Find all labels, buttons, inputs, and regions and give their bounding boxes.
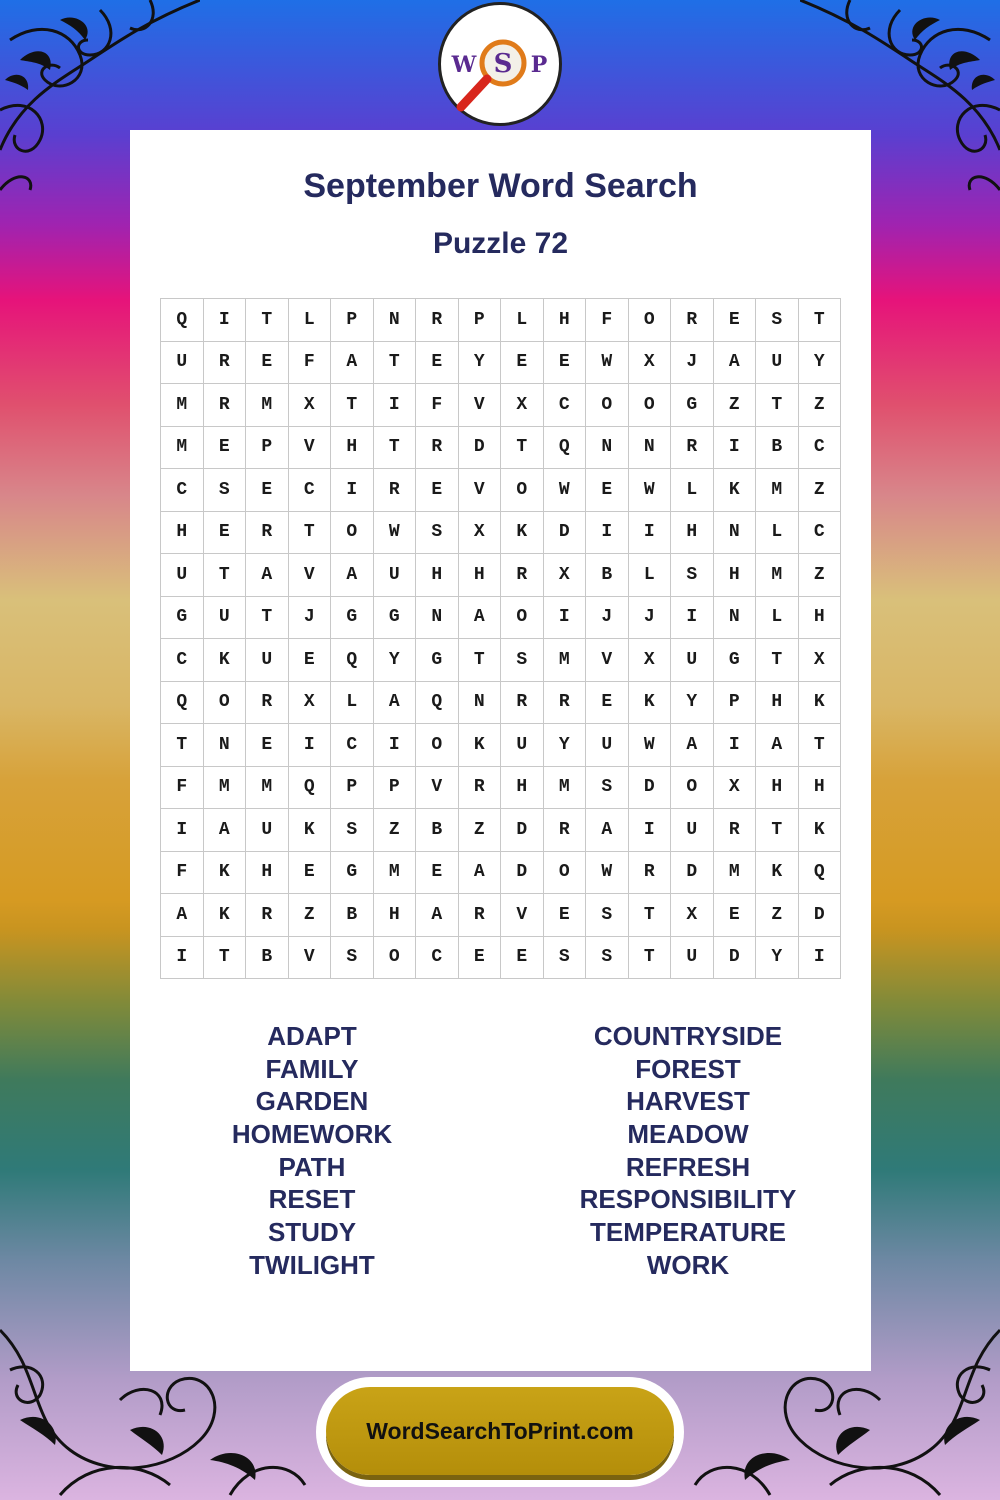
grid-cell[interactable]: F bbox=[161, 852, 204, 895]
grid-cell[interactable]: I bbox=[161, 809, 204, 852]
grid-cell[interactable]: S bbox=[501, 639, 544, 682]
grid-cell[interactable]: U bbox=[246, 639, 289, 682]
grid-cell[interactable]: I bbox=[799, 937, 842, 980]
grid-cell[interactable]: K bbox=[756, 852, 799, 895]
grid-cell[interactable]: U bbox=[161, 342, 204, 385]
grid-cell[interactable]: S bbox=[671, 554, 714, 597]
word-list-left bbox=[162, 1020, 462, 1282]
grid-cell[interactable]: E bbox=[289, 852, 332, 895]
grid-cell[interactable]: R bbox=[246, 894, 289, 937]
grid-cell[interactable]: A bbox=[416, 894, 459, 937]
grid-cell[interactable]: E bbox=[544, 342, 587, 385]
grid-cell[interactable]: R bbox=[204, 342, 247, 385]
word-list-item: HOMEWORK bbox=[231, 1119, 393, 1150]
grid-cell[interactable]: O bbox=[501, 597, 544, 640]
page-title: September Word Search bbox=[303, 167, 698, 205]
grid-cell[interactable]: H bbox=[416, 554, 459, 597]
grid-cell[interactable]: E bbox=[416, 342, 459, 385]
grid-cell[interactable]: M bbox=[714, 852, 757, 895]
grid-cell[interactable]: U bbox=[586, 724, 629, 767]
grid-cell[interactable]: T bbox=[331, 384, 374, 427]
grid-cell[interactable]: T bbox=[374, 427, 417, 470]
grid-cell[interactable]: X bbox=[629, 342, 672, 385]
grid-cell[interactable]: N bbox=[204, 724, 247, 767]
grid-cell[interactable]: S bbox=[586, 767, 629, 810]
grid-cell[interactable]: P bbox=[331, 767, 374, 810]
grid-cell[interactable]: X bbox=[459, 512, 502, 555]
grid-cell[interactable]: R bbox=[246, 682, 289, 725]
grid-cell[interactable]: N bbox=[416, 597, 459, 640]
logo-letter-w: W bbox=[451, 52, 477, 78]
grid-cell[interactable]: G bbox=[331, 852, 374, 895]
grid-cell[interactable]: B bbox=[416, 809, 459, 852]
grid-cell[interactable]: A bbox=[586, 809, 629, 852]
grid-cell[interactable]: A bbox=[459, 852, 502, 895]
site-url: WordSearchToPrint.com bbox=[366, 1417, 634, 1444]
grid-cell[interactable]: X bbox=[799, 639, 842, 682]
grid-cell[interactable]: N bbox=[459, 682, 502, 725]
grid-cell[interactable]: K bbox=[629, 682, 672, 725]
grid-cell[interactable]: A bbox=[204, 809, 247, 852]
grid-cell[interactable]: D bbox=[544, 512, 587, 555]
grid-cell[interactable]: T bbox=[756, 639, 799, 682]
grid-cell[interactable]: A bbox=[331, 554, 374, 597]
grid-cell[interactable]: D bbox=[671, 852, 714, 895]
word-list-item: GARDEN bbox=[255, 1086, 369, 1117]
grid-cell[interactable]: N bbox=[374, 299, 417, 342]
magnifier-icon bbox=[441, 5, 559, 123]
grid-cell[interactable]: R bbox=[416, 427, 459, 470]
grid-cell[interactable]: D bbox=[799, 894, 842, 937]
grid-cell[interactable]: R bbox=[629, 852, 672, 895]
grid-cell[interactable]: C bbox=[161, 469, 204, 512]
grid-cell[interactable]: P bbox=[714, 682, 757, 725]
grid-cell[interactable]: Q bbox=[161, 299, 204, 342]
grid-cell[interactable]: E bbox=[246, 724, 289, 767]
grid-cell[interactable]: O bbox=[204, 682, 247, 725]
grid-cell[interactable]: G bbox=[671, 384, 714, 427]
grid-cell[interactable]: R bbox=[459, 894, 502, 937]
grid-cell[interactable]: U bbox=[501, 724, 544, 767]
grid-cell[interactable]: D bbox=[501, 852, 544, 895]
grid-cell[interactable]: M bbox=[544, 767, 587, 810]
grid-cell[interactable]: E bbox=[416, 852, 459, 895]
grid-cell[interactable]: R bbox=[714, 809, 757, 852]
grid-cell[interactable]: U bbox=[204, 597, 247, 640]
grid-cell[interactable]: E bbox=[586, 682, 629, 725]
grid-cell[interactable]: L bbox=[756, 512, 799, 555]
grid-cell[interactable]: A bbox=[246, 554, 289, 597]
grid-cell[interactable]: T bbox=[246, 299, 289, 342]
grid-cell[interactable]: U bbox=[671, 937, 714, 980]
grid-cell[interactable]: Z bbox=[714, 384, 757, 427]
grid-cell[interactable]: E bbox=[501, 937, 544, 980]
grid-cell[interactable]: Q bbox=[799, 852, 842, 895]
grid-cell[interactable]: T bbox=[756, 384, 799, 427]
grid-cell[interactable]: S bbox=[331, 937, 374, 980]
grid-cell[interactable]: M bbox=[374, 852, 417, 895]
grid-cell[interactable]: E bbox=[246, 469, 289, 512]
grid-cell[interactable]: E bbox=[714, 299, 757, 342]
grid-cell[interactable]: H bbox=[161, 512, 204, 555]
grid-cell[interactable]: B bbox=[246, 937, 289, 980]
grid-cell[interactable]: R bbox=[416, 299, 459, 342]
grid-cell[interactable]: T bbox=[246, 597, 289, 640]
grid-cell[interactable]: H bbox=[756, 682, 799, 725]
grid-cell[interactable]: F bbox=[416, 384, 459, 427]
grid-cell[interactable]: E bbox=[714, 894, 757, 937]
grid-cell[interactable]: Z bbox=[799, 554, 842, 597]
grid-cell[interactable]: H bbox=[544, 299, 587, 342]
word-list-item: RESET bbox=[268, 1184, 356, 1215]
word-list-item: FAMILY bbox=[265, 1053, 359, 1084]
grid-cell[interactable]: I bbox=[374, 384, 417, 427]
grid-cell[interactable]: D bbox=[714, 937, 757, 980]
grid-cell[interactable]: A bbox=[161, 894, 204, 937]
grid-cell[interactable]: G bbox=[161, 597, 204, 640]
grid-cell[interactable]: E bbox=[459, 937, 502, 980]
grid-cell[interactable]: I bbox=[331, 469, 374, 512]
grid-cell[interactable]: E bbox=[289, 639, 332, 682]
grid-cell[interactable]: M bbox=[204, 767, 247, 810]
grid-cell[interactable]: H bbox=[501, 767, 544, 810]
grid-cell[interactable]: P bbox=[246, 427, 289, 470]
grid-cell[interactable]: F bbox=[289, 342, 332, 385]
grid-cell[interactable]: H bbox=[671, 512, 714, 555]
grid-cell[interactable]: Y bbox=[671, 682, 714, 725]
grid-cell[interactable]: L bbox=[629, 554, 672, 597]
grid-cell[interactable]: T bbox=[204, 937, 247, 980]
grid-cell[interactable]: R bbox=[459, 767, 502, 810]
grid-cell[interactable]: G bbox=[331, 597, 374, 640]
grid-cell[interactable]: E bbox=[501, 342, 544, 385]
grid-cell[interactable]: T bbox=[799, 724, 842, 767]
grid-cell[interactable]: Z bbox=[289, 894, 332, 937]
grid-cell[interactable]: X bbox=[544, 554, 587, 597]
grid-cell[interactable]: N bbox=[714, 512, 757, 555]
grid-cell[interactable]: I bbox=[289, 724, 332, 767]
grid-cell[interactable]: X bbox=[501, 384, 544, 427]
puzzle-number: Puzzle 72 bbox=[432, 227, 569, 260]
grid-cell[interactable]: A bbox=[756, 724, 799, 767]
grid-cell[interactable]: Y bbox=[756, 937, 799, 980]
grid-cell[interactable]: Q bbox=[161, 682, 204, 725]
grid-cell[interactable]: L bbox=[331, 682, 374, 725]
grid-cell[interactable]: T bbox=[161, 724, 204, 767]
grid-cell[interactable]: U bbox=[246, 809, 289, 852]
grid-cell[interactable]: M bbox=[756, 469, 799, 512]
grid-cell[interactable]: Y bbox=[374, 639, 417, 682]
word-list-item: STUDY bbox=[267, 1217, 357, 1248]
grid-cell[interactable]: U bbox=[671, 809, 714, 852]
word-list-item: ADAPT bbox=[267, 1021, 357, 1051]
grid-cell[interactable]: I bbox=[714, 724, 757, 767]
grid-cell[interactable]: I bbox=[586, 512, 629, 555]
grid-cell[interactable]: W bbox=[629, 724, 672, 767]
grid-cell[interactable]: I bbox=[374, 724, 417, 767]
grid-cell[interactable]: O bbox=[671, 767, 714, 810]
grid-cell[interactable]: L bbox=[671, 469, 714, 512]
grid-cell[interactable]: A bbox=[331, 342, 374, 385]
grid-cell[interactable]: M bbox=[756, 554, 799, 597]
grid-cell[interactable]: P bbox=[459, 299, 502, 342]
grid-cell[interactable]: W bbox=[374, 512, 417, 555]
grid-cell[interactable]: K bbox=[714, 469, 757, 512]
logo-letter-s: S bbox=[493, 49, 513, 79]
grid-cell[interactable]: C bbox=[416, 937, 459, 980]
word-list-item: WORK bbox=[646, 1249, 730, 1280]
grid-cell[interactable]: S bbox=[331, 809, 374, 852]
grid-cell[interactable]: O bbox=[586, 384, 629, 427]
grid-cell[interactable]: V bbox=[459, 384, 502, 427]
grid-cell[interactable]: O bbox=[331, 512, 374, 555]
grid-cell[interactable]: K bbox=[204, 894, 247, 937]
grid-cell[interactable]: X bbox=[289, 682, 332, 725]
grid-cell[interactable]: N bbox=[586, 427, 629, 470]
grid-cell[interactable]: A bbox=[714, 342, 757, 385]
grid-cell[interactable]: C bbox=[799, 512, 842, 555]
grid-cell[interactable]: L bbox=[756, 597, 799, 640]
grid-cell[interactable]: C bbox=[331, 724, 374, 767]
grid-cell[interactable]: M bbox=[246, 384, 289, 427]
grid-cell[interactable]: H bbox=[799, 597, 842, 640]
grid-cell[interactable]: V bbox=[501, 894, 544, 937]
wsp-logo bbox=[438, 2, 562, 126]
grid-cell[interactable]: T bbox=[204, 554, 247, 597]
grid-cell[interactable]: K bbox=[204, 852, 247, 895]
grid-cell[interactable]: I bbox=[629, 809, 672, 852]
grid-cell[interactable]: C bbox=[161, 639, 204, 682]
grid-cell[interactable]: K bbox=[204, 639, 247, 682]
grid-cell[interactable]: X bbox=[289, 384, 332, 427]
grid-cell[interactable]: S bbox=[204, 469, 247, 512]
grid-cell[interactable]: E bbox=[544, 894, 587, 937]
grid-cell[interactable]: M bbox=[544, 639, 587, 682]
word-list-item: MEADOW bbox=[627, 1119, 749, 1150]
grid-cell[interactable]: F bbox=[586, 299, 629, 342]
word-list-item: RESPONSIBILITY bbox=[579, 1184, 797, 1215]
grid-cell[interactable]: M bbox=[246, 767, 289, 810]
grid-cell[interactable]: S bbox=[586, 937, 629, 980]
grid-cell[interactable]: R bbox=[374, 469, 417, 512]
grid-cell[interactable]: W bbox=[544, 469, 587, 512]
grid-cell[interactable]: H bbox=[246, 852, 289, 895]
grid-cell[interactable]: A bbox=[459, 597, 502, 640]
grid-cell[interactable]: I bbox=[161, 937, 204, 980]
grid-cell[interactable]: I bbox=[671, 597, 714, 640]
grid-cell[interactable]: Y bbox=[799, 342, 842, 385]
word-list-item: HARVEST bbox=[626, 1086, 750, 1117]
letter-grid bbox=[160, 298, 841, 979]
grid-cell[interactable]: Z bbox=[756, 894, 799, 937]
grid-cell[interactable]: G bbox=[714, 639, 757, 682]
grid-cell[interactable]: K bbox=[799, 809, 842, 852]
grid-cell[interactable]: B bbox=[331, 894, 374, 937]
grid-cell[interactable]: Y bbox=[544, 724, 587, 767]
grid-cell[interactable]: O bbox=[544, 852, 587, 895]
grid-cell[interactable]: V bbox=[289, 554, 332, 597]
grid-cell[interactable]: V bbox=[289, 427, 332, 470]
grid-cell[interactable]: I bbox=[544, 597, 587, 640]
grid-cell[interactable]: H bbox=[756, 767, 799, 810]
grid-cell[interactable]: Q bbox=[331, 639, 374, 682]
grid-cell[interactable]: V bbox=[416, 767, 459, 810]
word-list-item: FOREST bbox=[635, 1053, 741, 1084]
grid-cell[interactable]: C bbox=[544, 384, 587, 427]
grid-cell[interactable]: Q bbox=[416, 682, 459, 725]
grid-cell[interactable]: I bbox=[714, 427, 757, 470]
grid-cell[interactable]: V bbox=[289, 937, 332, 980]
grid-cell[interactable]: R bbox=[544, 809, 587, 852]
grid-cell[interactable]: Y bbox=[459, 342, 502, 385]
grid-cell[interactable]: H bbox=[714, 554, 757, 597]
grid-cell[interactable]: S bbox=[756, 299, 799, 342]
grid-cell[interactable]: E bbox=[586, 469, 629, 512]
grid-cell[interactable]: H bbox=[374, 894, 417, 937]
word-list-item: PATH bbox=[278, 1151, 346, 1182]
grid-cell[interactable]: K bbox=[289, 809, 332, 852]
word-list-item: TEMPERATURE bbox=[590, 1217, 786, 1248]
grid-cell[interactable]: R bbox=[544, 682, 587, 725]
grid-cell[interactable]: R bbox=[246, 512, 289, 555]
grid-cell[interactable]: N bbox=[714, 597, 757, 640]
grid-cell[interactable]: S bbox=[416, 512, 459, 555]
grid-cell[interactable]: R bbox=[671, 427, 714, 470]
grid-cell[interactable]: D bbox=[459, 427, 502, 470]
grid-cell[interactable]: K bbox=[501, 512, 544, 555]
grid-cell[interactable]: C bbox=[799, 427, 842, 470]
word-list-right bbox=[538, 1020, 838, 1282]
grid-cell[interactable]: G bbox=[416, 639, 459, 682]
grid-cell[interactable]: U bbox=[374, 554, 417, 597]
grid-cell[interactable]: U bbox=[756, 342, 799, 385]
grid-cell[interactable]: U bbox=[671, 639, 714, 682]
grid-cell[interactable]: T bbox=[374, 342, 417, 385]
grid-cell[interactable]: O bbox=[629, 299, 672, 342]
grid-cell[interactable]: R bbox=[204, 384, 247, 427]
grid-cell[interactable]: J bbox=[629, 597, 672, 640]
grid-cell[interactable]: E bbox=[204, 512, 247, 555]
word-list-item: REFRESH bbox=[625, 1151, 751, 1182]
grid-cell[interactable]: R bbox=[501, 554, 544, 597]
grid-cell[interactable]: L bbox=[289, 299, 332, 342]
grid-cell[interactable]: T bbox=[501, 427, 544, 470]
grid-cell[interactable]: T bbox=[289, 512, 332, 555]
grid-cell[interactable]: O bbox=[374, 937, 417, 980]
grid-cell[interactable]: F bbox=[161, 767, 204, 810]
grid-cell[interactable]: O bbox=[416, 724, 459, 767]
grid-cell[interactable]: A bbox=[671, 724, 714, 767]
site-banner bbox=[316, 1377, 684, 1487]
grid-cell[interactable]: D bbox=[501, 809, 544, 852]
site-button[interactable] bbox=[326, 1387, 674, 1475]
grid-cell[interactable]: V bbox=[586, 639, 629, 682]
grid-cell[interactable]: T bbox=[459, 639, 502, 682]
grid-cell[interactable]: M bbox=[161, 427, 204, 470]
grid-cell[interactable]: H bbox=[459, 554, 502, 597]
grid-cell[interactable]: N bbox=[629, 427, 672, 470]
grid-cell[interactable]: W bbox=[586, 852, 629, 895]
grid-cell[interactable]: H bbox=[799, 767, 842, 810]
grid-cell[interactable]: Z bbox=[799, 469, 842, 512]
grid-cell[interactable]: K bbox=[459, 724, 502, 767]
grid-cell[interactable]: C bbox=[289, 469, 332, 512]
grid-cell[interactable]: J bbox=[586, 597, 629, 640]
grid-cell[interactable]: Z bbox=[799, 384, 842, 427]
grid-cell[interactable]: M bbox=[161, 384, 204, 427]
grid-cell[interactable]: J bbox=[289, 597, 332, 640]
grid-cell[interactable]: X bbox=[671, 894, 714, 937]
grid-cell[interactable]: P bbox=[331, 299, 374, 342]
grid-cell[interactable]: S bbox=[586, 894, 629, 937]
grid-cell[interactable]: S bbox=[544, 937, 587, 980]
grid-cell[interactable]: B bbox=[756, 427, 799, 470]
grid-cell[interactable]: X bbox=[714, 767, 757, 810]
grid-cell[interactable]: T bbox=[629, 937, 672, 980]
grid-cell[interactable]: T bbox=[629, 894, 672, 937]
grid-cell[interactable]: A bbox=[374, 682, 417, 725]
grid-cell[interactable]: X bbox=[629, 639, 672, 682]
grid-cell[interactable]: V bbox=[459, 469, 502, 512]
grid-cell[interactable]: Z bbox=[459, 809, 502, 852]
grid-cell[interactable]: W bbox=[586, 342, 629, 385]
grid-cell[interactable]: E bbox=[416, 469, 459, 512]
grid-cell[interactable]: W bbox=[629, 469, 672, 512]
grid-cell[interactable]: I bbox=[629, 512, 672, 555]
grid-cell[interactable]: O bbox=[629, 384, 672, 427]
grid-cell[interactable]: R bbox=[671, 299, 714, 342]
grid-cell[interactable]: J bbox=[671, 342, 714, 385]
grid-cell[interactable]: R bbox=[501, 682, 544, 725]
grid-cell[interactable]: B bbox=[586, 554, 629, 597]
puzzle-card bbox=[130, 130, 871, 1371]
grid-cell[interactable]: L bbox=[501, 299, 544, 342]
grid-cell[interactable]: U bbox=[161, 554, 204, 597]
logo-letter-p: P bbox=[530, 52, 548, 78]
grid-cell[interactable]: H bbox=[331, 427, 374, 470]
grid-cell[interactable]: P bbox=[374, 767, 417, 810]
grid-cell[interactable]: O bbox=[501, 469, 544, 512]
grid-cell[interactable]: K bbox=[799, 682, 842, 725]
grid-cell[interactable]: Z bbox=[374, 809, 417, 852]
grid-cell[interactable]: I bbox=[204, 299, 247, 342]
grid-cell[interactable]: E bbox=[204, 427, 247, 470]
word-list-item: COUNTRYSIDE bbox=[593, 1021, 783, 1051]
grid-cell[interactable]: D bbox=[629, 767, 672, 810]
grid-cell[interactable]: T bbox=[799, 299, 842, 342]
grid-cell[interactable]: T bbox=[756, 809, 799, 852]
word-list-item: TWILIGHT bbox=[249, 1249, 375, 1280]
grid-cell[interactable]: Q bbox=[544, 427, 587, 470]
grid-cell[interactable]: Q bbox=[289, 767, 332, 810]
grid-cell[interactable]: E bbox=[246, 342, 289, 385]
grid-cell[interactable]: G bbox=[374, 597, 417, 640]
